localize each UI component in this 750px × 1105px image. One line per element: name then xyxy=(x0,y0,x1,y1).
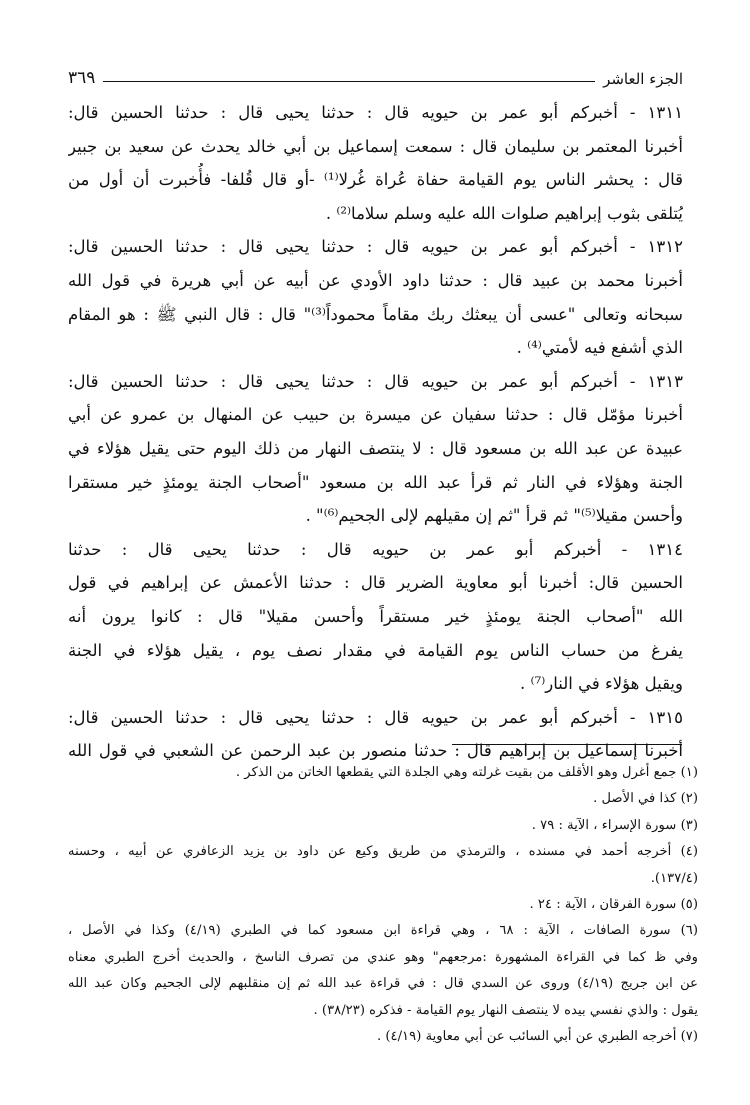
footnote-line: يقول : والذي نفسي بيده لا ينتصف النهار يوم القيامة - فذكره (٣٨/٢٣) . xyxy=(313,1002,698,1018)
text-line: ١٣١٥ - أخبركم أبو عمر بن حيويه قال : حدثنا يحيى قال : حدثنا الحسين قال: xyxy=(68,707,683,727)
volume-title: الجزء العاشر xyxy=(603,70,683,88)
text-line: عبيدة عن عبد الله بن مسعود قال : لا ينتصف النهار من ذلك اليوم حتى يقيل هؤلاء في xyxy=(68,438,683,458)
text-line: أخبرنا مؤمّل قال : حدثنا سفيان عن ميسرة بن حبيب عن المنهال بن عمرو عن أبي xyxy=(68,405,683,425)
footnote-line: (٦) سورة الصافات ، الآية : ٦٨ ، وهي قراءة ابن مسعود كما في الطبري (٤/١٩) وكذا في الأصل ، xyxy=(68,923,698,939)
main-text xyxy=(68,96,683,768)
text-line: ويقيل هؤلاء في النار⁽⁷⁾ . xyxy=(520,674,683,694)
text-line: ١٣١٣ - أخبركم أبو عمر بن حيويه قال : حدثنا يحيى قال : حدثنا الحسين قال: xyxy=(68,371,683,391)
footnote-line: (٥) سورة الفرقان ، الآية : ٢٤ . xyxy=(529,896,698,912)
footnote-line: (٢) كذا في الأصل . xyxy=(593,791,698,807)
running-header xyxy=(68,62,683,88)
footnote-line: (٤) أخرجه أحمد في مسنده ، والترمذي من طريق وكيع عن داود بن يزيد الزعافري عن أبيه ، وحسنه xyxy=(68,844,698,860)
text-line: يُتلقى بثوب إبراهيم صلوات الله عليه وسلم سلاما⁽²⁾ . xyxy=(325,203,683,223)
footnote-line: عن ابن جريج (٤/١٩) وروى عن السدي قال : في قراءة عبد الله ثم إن منقلبهم لإلى الجحيم وكان عبد الله xyxy=(68,976,698,992)
footnote-separator xyxy=(452,744,682,745)
page-number: ٣٦٩ xyxy=(68,68,96,88)
footnote-line: (٣) سورة الإسراء ، الآية : ٧٩ . xyxy=(531,817,698,833)
footnotes xyxy=(68,760,698,1050)
text-line: يفرغ من حساب الناس يوم القيامة في مقدار نصف يوم ، يقيل هؤلاء في الجنة xyxy=(68,640,683,660)
text-line: سبحانه وتعالى "عسى أن يبعثك ربك مقاماً محموداً⁽³⁾" قال : قال النبي ﷺ : هو المقام xyxy=(68,304,683,324)
text-line: الذي أشفع فيه لأمتي⁽⁴⁾ . xyxy=(516,338,683,358)
text-line: الله "أصحاب الجنة يومئذٍ خير مستقراً وأحسن مقيلا" قال : كانوا يرون أنه xyxy=(68,606,683,626)
header-rule xyxy=(103,81,595,82)
text-line: ١٣١٤ - أخبركم أبو عمر بن حيويه قال : حدثنا يحيى قال : حدثنا xyxy=(68,539,683,559)
text-line: أخبرنا إسماعيل بن إبراهيم قال : حدثنا منصور بن عبد الرحمن عن الشعبي في قول الله xyxy=(68,741,683,761)
text-line: ١٣١٢ - أخبركم أبو عمر بن حيويه قال : حدثنا يحيى قال : حدثنا الحسين قال: xyxy=(68,237,683,257)
text-line: أخبرنا محمد بن عبيد قال : حدثنا داود الأودي عن أبيه عن أبي هريرة في قول الله xyxy=(68,270,683,290)
text-line: الجنة وهؤلاء في النار ثم قرأ عبد الله بن مسعود "أصحاب الجنة يومئذٍ خير مستقرا xyxy=(68,472,683,492)
footnote-line: (١) جمع أغرل وهو الأقلف من بقيت غرلته وهي الجلدة التي يقطعها الخاتن من الذكر . xyxy=(235,765,698,780)
text-line: وأحسن مقيلا⁽⁵⁾" ثم قرأ "ثم إن مقيلهم لإلى الجحيم⁽⁶⁾" . xyxy=(305,506,683,526)
footnote-line: (٧) أخرجه الطبري عن أبي السائب عن أبي معاوية (٤/١٩) . xyxy=(377,1028,698,1044)
text-line: أخبرنا المعتمر بن سليمان قال : سمعت إسماعيل بن أبي خالد يحدث عن سعيد بن جبير xyxy=(68,136,683,156)
text-line: ١٣١١ - أخبركم أبو عمر بن حيويه قال : حدثنا يحيى قال : حدثنا الحسين قال: xyxy=(68,103,683,122)
footnote-line: (١٣٧/٤). xyxy=(650,870,698,886)
text-line: الحسين قال: أخبرنا أبو معاوية الضرير قال : حدثنا الأعمش عن إبراهيم في قول xyxy=(68,573,683,593)
footnote-line: وفي ظ كما في القراءة المشهورة :مرجعهم" وهو عندي من تصرف الناسخ ، والحديث أخرج الطبري معناه xyxy=(68,949,698,965)
text-line: قال : يحشر الناس يوم القيامة حفاة عُراة غُرلا⁽¹⁾ -أو قال قُلفا- فأُخبرت أن أول من xyxy=(68,170,683,190)
